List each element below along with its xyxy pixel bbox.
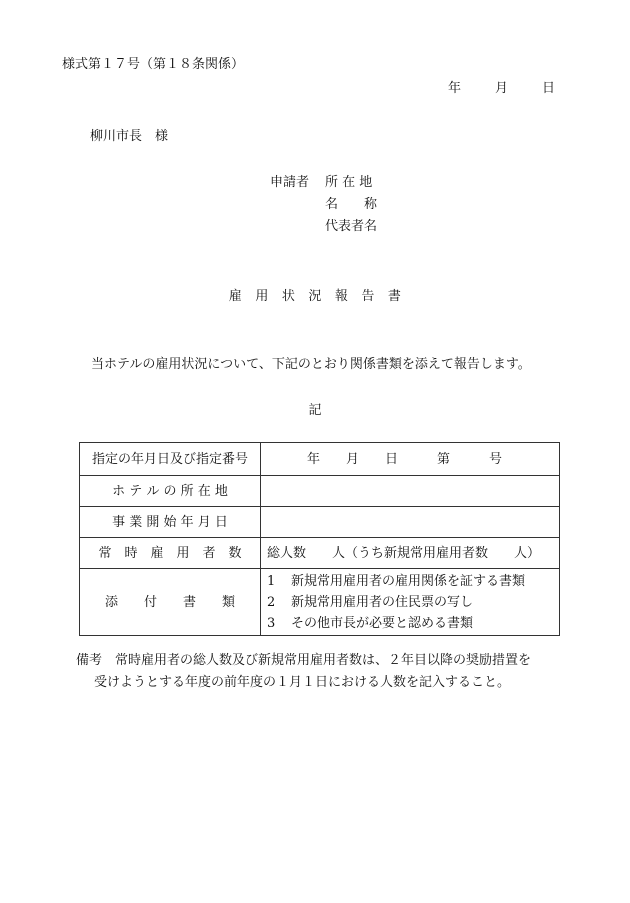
attachments-label: 添 付 書 類	[80, 569, 261, 636]
form-number: 様式第１７号（第１８条関係）	[62, 57, 245, 72]
remarks-line-1: 備考 常時雇用者の総人数及び新規常用雇用者数は、２年目以降の奨励措置を	[76, 653, 532, 668]
table-row	[80, 507, 560, 538]
hotel-address-value	[261, 476, 560, 507]
report-table	[79, 442, 560, 636]
addressee: 柳川市長 様	[90, 129, 169, 144]
attachments-list	[261, 569, 560, 636]
applicant-address-label: 所 在 地	[325, 175, 373, 190]
remarks	[76, 650, 531, 694]
attachment-item: 3 その他市長が必要と認める書類	[267, 615, 474, 631]
date-month: 月	[495, 81, 509, 96]
employee-count-value: 総人数 人（うち新規常用雇用者数 人）	[261, 538, 560, 569]
ki-mark: 記	[308, 403, 322, 418]
statement-text: 当ホテルの雇用状況について、下記のとおり関係書類を添えて報告します。	[91, 357, 531, 372]
date-year: 年	[448, 81, 462, 96]
designation-label: 指定の年月日及び指定番号	[80, 443, 261, 476]
applicant-representative-label: 代表者名	[325, 219, 378, 234]
date-day: 日	[542, 81, 556, 96]
applicant-name-label: 名 称	[325, 197, 378, 212]
employee-count-label: 常 時 雇 用 者 数	[80, 538, 261, 569]
remarks-line-2: 受けようとする年度の前年度の１月１日における人数を記入すること。	[94, 675, 511, 690]
table-row	[80, 443, 560, 476]
document-title: 雇 用 状 況 報 告 書	[228, 289, 402, 304]
table-row	[80, 569, 560, 636]
designation-value: 年 月 日 第 号	[261, 443, 560, 476]
business-start-label: 事 業 開 始 年 月 日	[80, 507, 261, 538]
applicant-role: 申請者	[270, 175, 310, 190]
date-line	[448, 82, 555, 95]
attachment-item: 1 新規常用雇用者の雇用関係を証する書類	[267, 573, 526, 589]
table-row	[80, 476, 560, 507]
attachment-item: 2 新規常用雇用者の住民票の写し	[267, 594, 474, 610]
hotel-address-label: ホ テ ル の 所 在 地	[80, 476, 261, 507]
table-row	[80, 538, 560, 569]
business-start-value	[261, 507, 560, 538]
